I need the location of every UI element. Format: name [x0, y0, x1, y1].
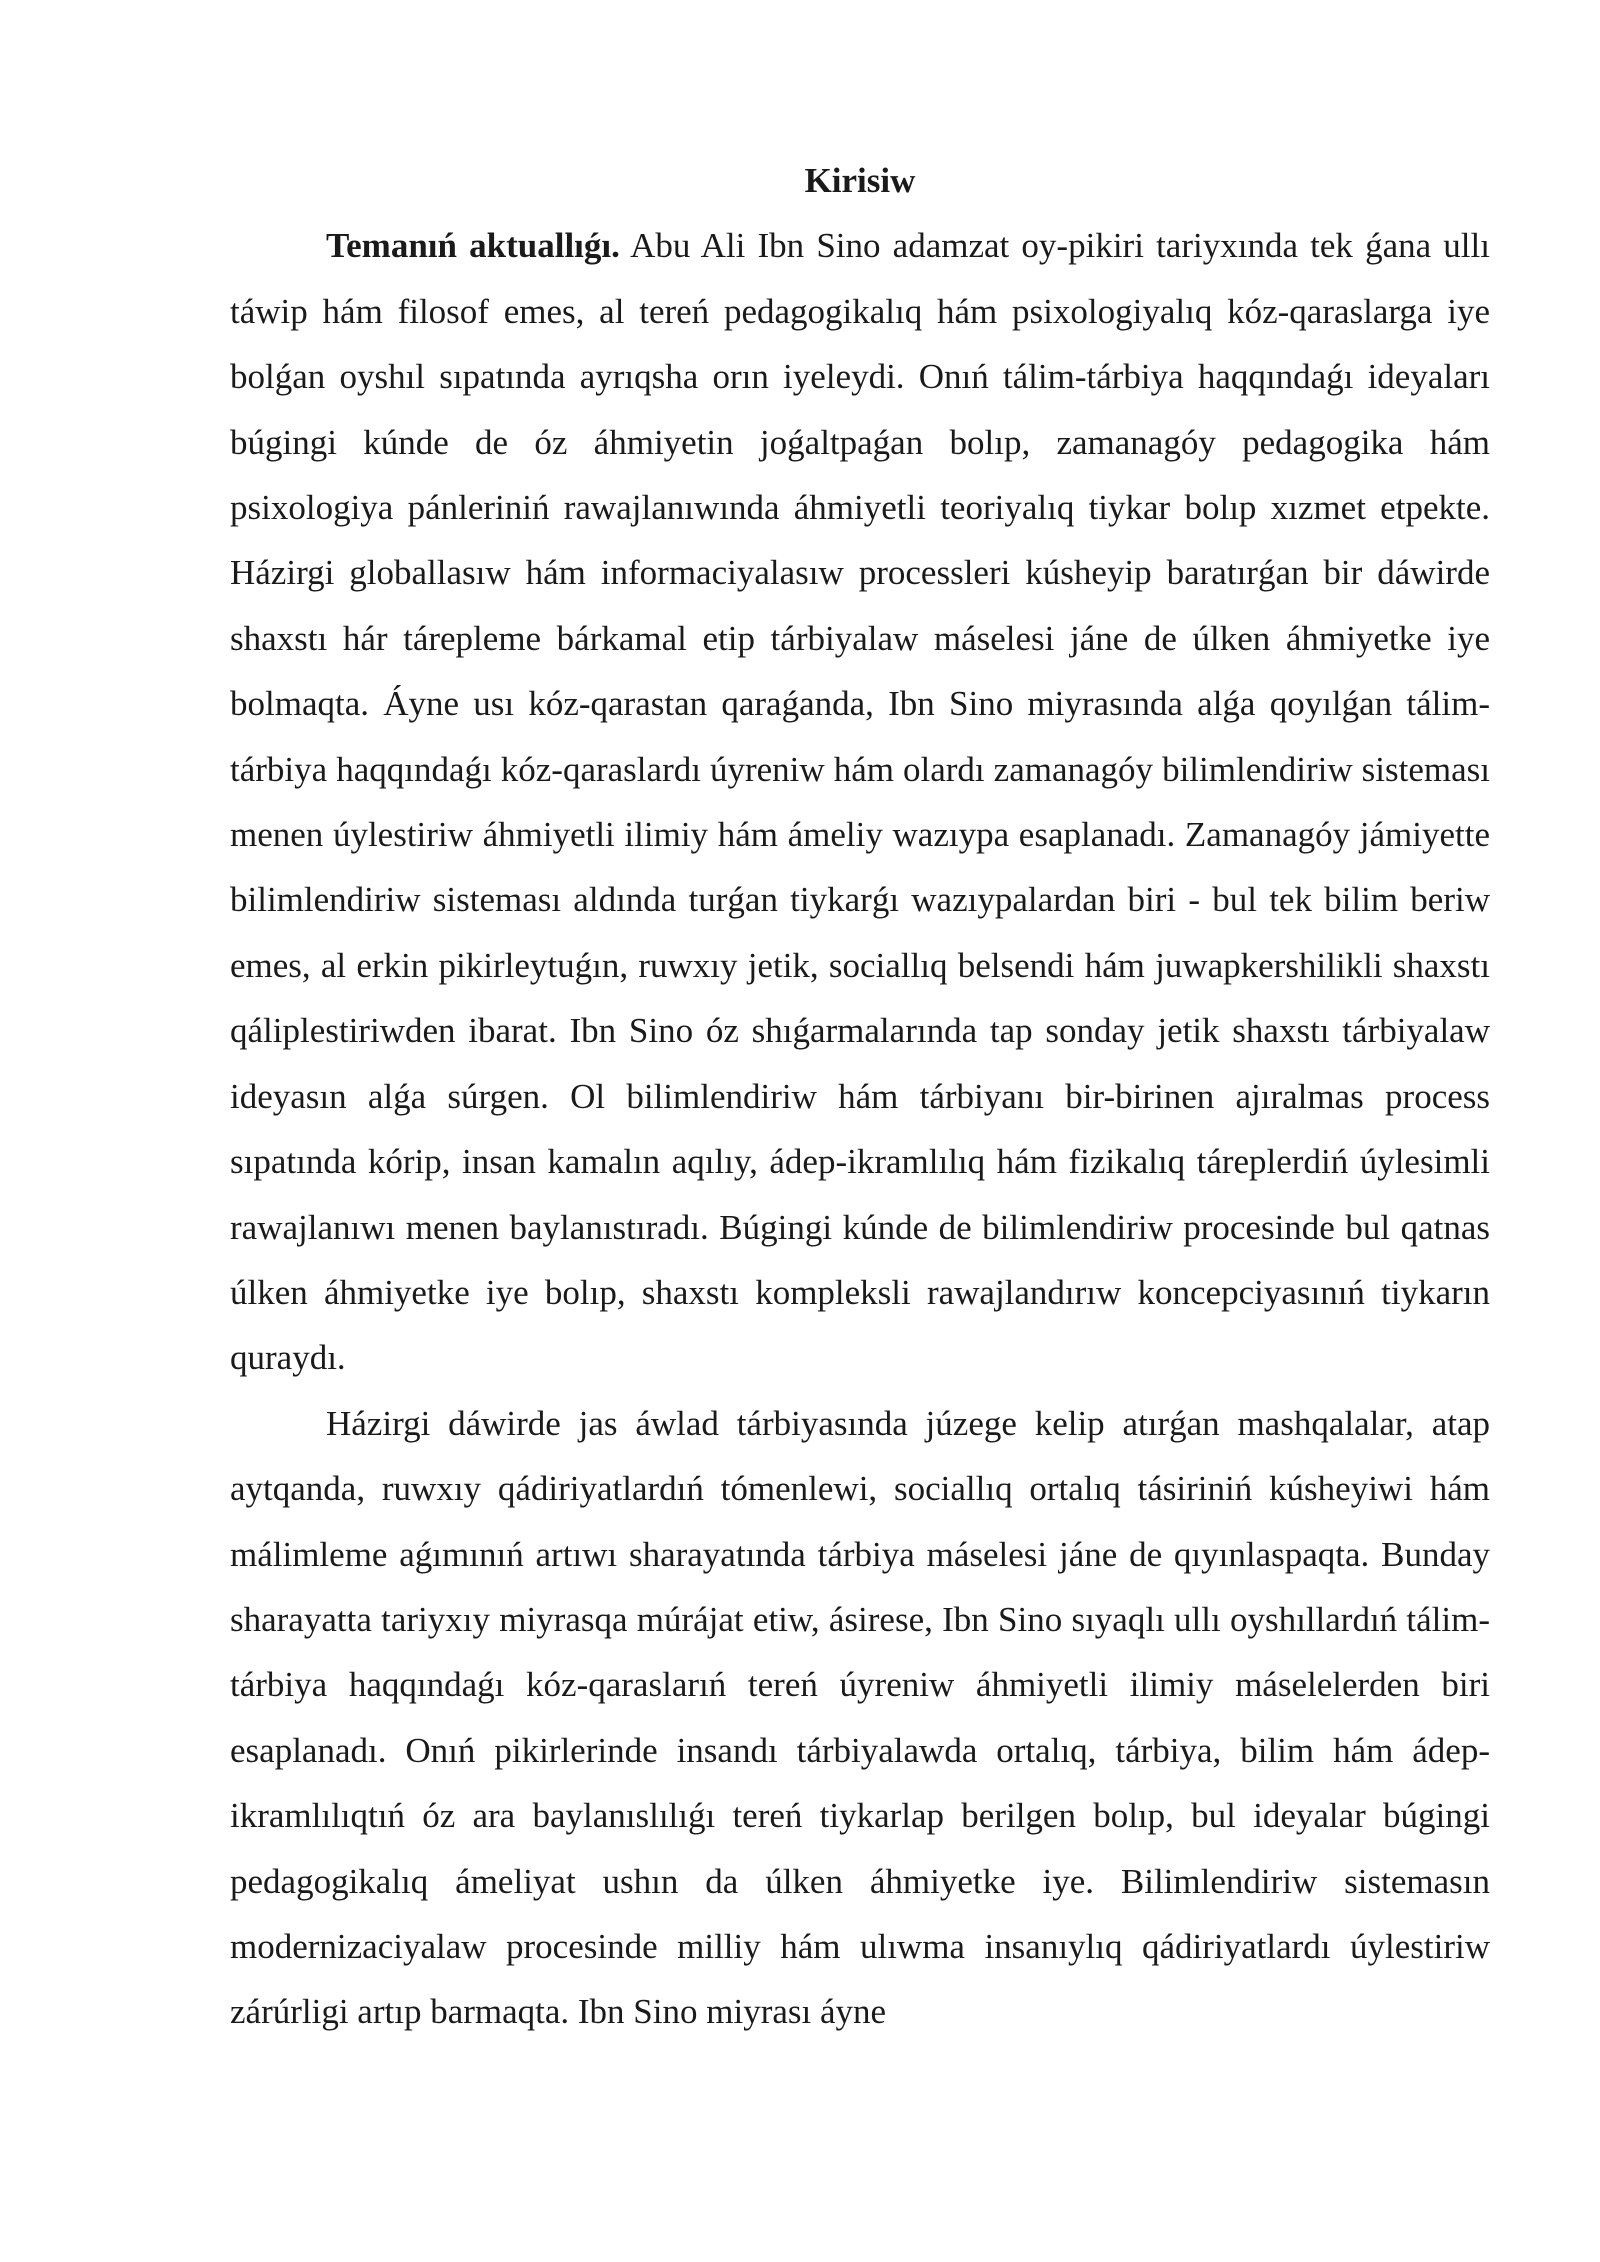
document-body — [230, 148, 1490, 2045]
paragraph-1-lead: Temanıń aktuallıǵı. — [326, 226, 620, 266]
document-title: Kirisiw — [804, 161, 916, 200]
paragraph-1 — [230, 213, 1490, 1390]
paragraph-2 — [230, 1391, 1490, 2045]
paragraph-1-text: Abu Ali Ibn Sino adamzat oy-pikiri tariyxında tek ǵana ullı táwip hám filosof emes, al tereń pedagogikalıq hám psixologiyalıq kóz-qaraslarga iye bolǵan oyshıl sıpatında ayrıqsha orın iyeleydi. Onıń tálim-tárbiya haqqındaǵı ideyaları búgingi kúnde de óz áhmiyetin joǵaltpaǵan bolıp, zamanagóy pedagogika hám psixologiya pánleriniń rawajlanıwında áhmiyetli teoriyalıq tiykar bolıp xızmet etpekte. Házirgi globallasıw hám informaciyalasıw processleri kúsheyip baratırǵan bir dáwirde shaxstı hár tárepleme bárkamal etip tárbiyalaw máselesi jáne de úlken áhmiyetke iye bolmaqta. Áyne usı kóz-qarastan qaraǵanda, Ibn Sino miyrasında alǵa qoyılǵan tálim-tárbiya haqqındaǵı kóz-qaraslardı úyreniw hám olardı zamanagóy bilimlendiriw sisteması menen úylestiriw áhmiyetli ilimiy hám ámeliy wazıypa esaplanadı. Zamanagóy jámiyette bilimlendiriw sisteması aldında turǵan tiykarǵı wazıypalardan biri - bul tek bilim beriw emes, al erkin pikirleytuǵın, ruwxıy jetik, sociallıq belsendi hám juwapkershilikli shaxstı qáliplestiriwden ibarat. Ibn Sino óz shıǵarmalarında tap sonday jetik shaxstı tárbiyalaw ideyasın alǵa súrgen. Ol bilimlendiriw hám tárbiyanı bir-birinen ajıralmas process sıpatında kórip, insan kamalın aqılıy, ádep-ikramlılıq hám fizikalıq táreplerdiń úylesimli rawajlanıwı menen baylanıstıradı. Búgingi kúnde de bilimlendiriw procesinde bul qatnas úlken áhmiyetke iye bolıp, shaxstı kompleksli rawajlandırıw koncepciyasınıń tiykarın quraydı. — [230, 226, 1490, 1378]
paragraph-2-text: Házirgi dáwirde jas áwlad tárbiyasında júzege kelip atırǵan mashqalalar, atap aytqanda, ruwxıy qádiriyatlardıń tómenlewi, sociallıq ortalıq tásiriniń kúsheyiwi hám málimleme aǵımınıń artıwı sharayatında tárbiya máselesi jáne de qıyınlaspaqta. Bunday sharayatta tariyxıy miyrasqa múrájat etiw, ásirese, Ibn Sino sıyaqlı ullı oyshıllardıń tálim-tárbiya haqqındaǵı kóz-qaraslarıń tereń úyreniw áhmiyetli ilimiy máselelerden biri esaplanadı. Onıń pikirlerinde insandı tárbiyalawda ortalıq, tárbiya, bilim hám ádep-ikramlılıqtıń óz ara baylanıslılıǵı tereń tiykarlap berilgen bolıp, bul ideyalar búgingi pedagogikalıq ámeliyat ushın da úlken áhmiyetke iye. Bilimlendiriw sistemasın modernizaciyalaw procesinde milliy hám ulıwma insanıylıq qádiriyatlardı úylestiriw zárúrligi artıp barmaqta. Ibn Sino miyrası áyne — [230, 1403, 1490, 2032]
